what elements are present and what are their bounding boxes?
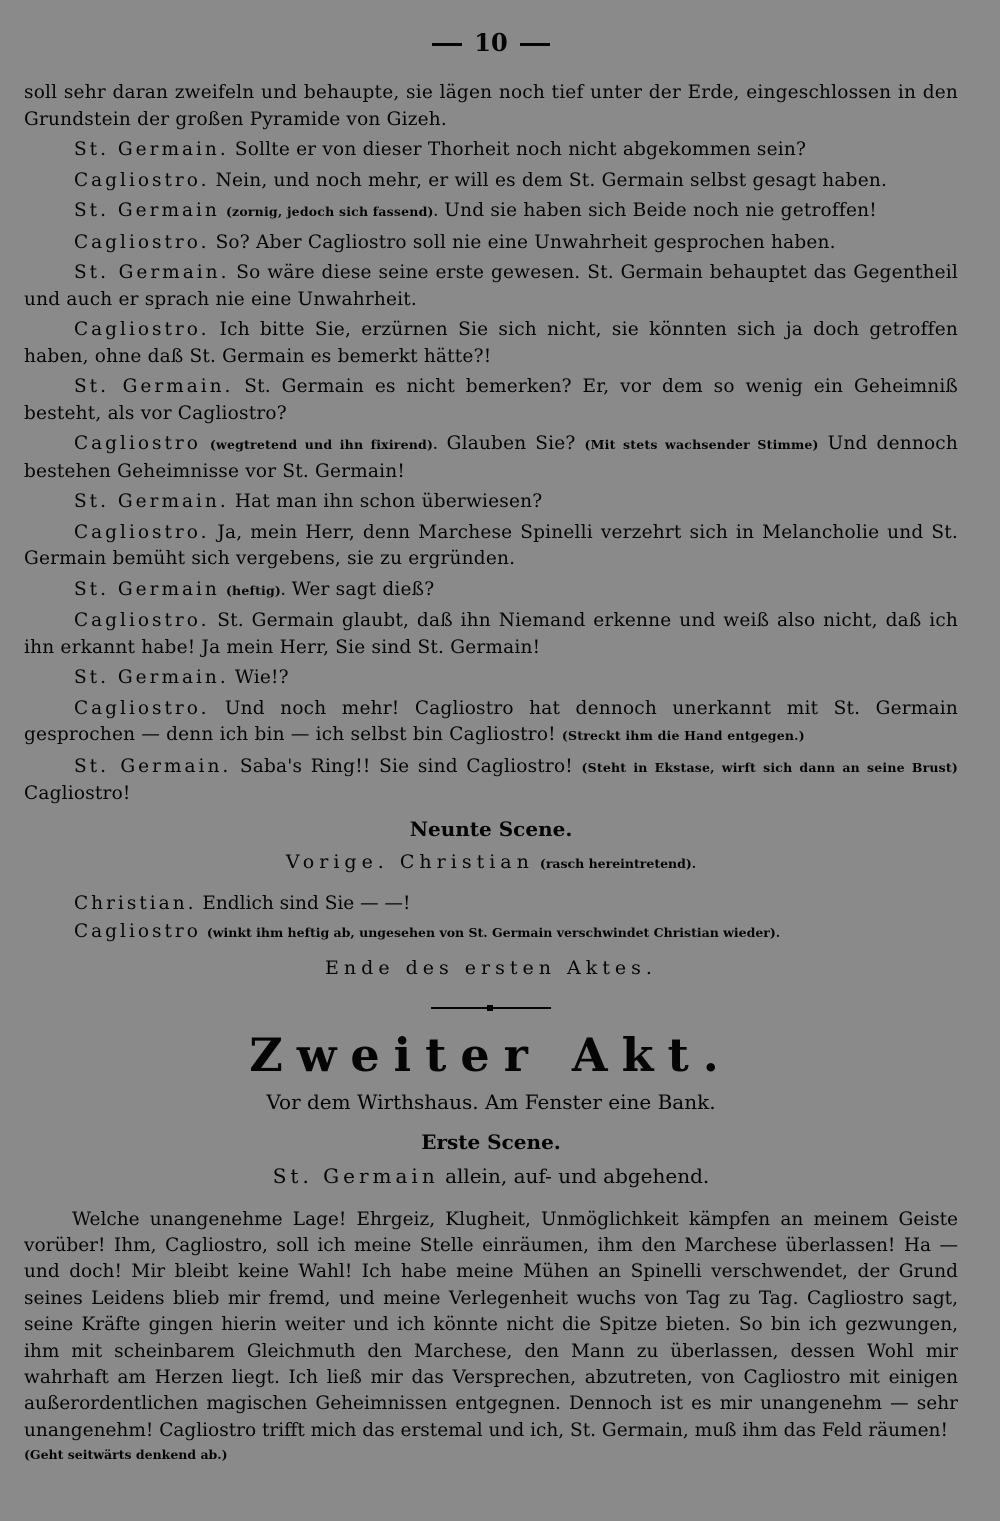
- act-title: Zweiter Akt.: [249, 1027, 733, 1082]
- speaker-name: St. Germain.: [74, 667, 229, 688]
- speech-st-germain-2: [24, 198, 958, 226]
- speech-text: Und dennoch bestehen Geheimnisse vor St. Germain!: [24, 433, 958, 482]
- speech-st-germain-8: [24, 754, 958, 808]
- speaker-name: St. Germain.: [74, 491, 229, 512]
- act-setting: Vor dem Wirthshaus. Am Fenster eine Bank.: [266, 1089, 716, 1114]
- speech-text: So? Aber Cagliostro soll nie eine Unwahrheit gesprochen haben.: [215, 231, 836, 253]
- exit-stage-direction: (Geht seitwärts denkend ab.): [24, 1447, 228, 1463]
- speech-text: Cagliostro!: [24, 783, 131, 804]
- speech-st-germain-3: [24, 260, 958, 313]
- stage-direction: (winkt ihm heftig ab, ungesehen von St. Germain verschwindet Christian wieder).: [206, 924, 781, 940]
- page-number: 10: [24, 26, 958, 60]
- speaker-name: Cagliostro: [74, 433, 201, 454]
- scene-heading-neunte: Neunte Scene.: [409, 816, 573, 841]
- speech-text: Sollte er von dieser Thorheit noch nicht abgekommen sein?: [234, 139, 807, 160]
- speaker-name: St. Germain.: [74, 376, 234, 397]
- speech-christian: [74, 890, 958, 918]
- actors-names: Vorige. Christian: [285, 850, 534, 873]
- speaker-name: St. Germain.: [74, 755, 232, 777]
- speech-text: Und sie haben sich Beide noch nie getroffen!: [444, 200, 877, 221]
- speech-st-germain-1: [24, 137, 958, 164]
- speech-text: Hat man ihn schon überwiesen?: [234, 491, 543, 512]
- book-page: [24, 26, 958, 1466]
- monologue-paragraph: Welche unangenehme Lage! Ehrgeiz, Klugheit, Unmöglichkeit kämpfen an meinem Geiste vorüber! Ihm, Cagliostro, soll ich meine Stelle einräumen, ihm den Marchese überlassen! Ha — und doch! Mir bleibt keine Wahl! Ich habe meine Mühen an Spinelli verschwendet, der Grund seines Leidens blieb mir fremd, und meine Verlegenheit wuchs von Tag zu Tag. Cagliostro sagt, seine Kräfte gingen hierin weiter und ich könnte nicht die Spitze bieten. So bin ich gezwungen, ihm mit scheinbarem Gleichmuth den Marchese, den Mann zu überlassen, dessen Wohl mir wahrhaft am Herzen liegt. Ich ließ mir das Versprechen, abzutreten, von Cagliostro mit einigen außerordentlichen magischen Geheimnissen entgegnen. Dennoch ist es mir unangenehm — sehr unangenehm! Cagliostro trifft mich das erstemal und ich, St. Germain, muß ihm das Feld räumen!: [24, 1208, 958, 1441]
- divider-dot: [487, 1005, 493, 1011]
- stage-direction: (rasch hereintretend).: [539, 855, 697, 871]
- speech-cagliostro-4: [24, 431, 958, 485]
- speech-text: Ja, mein Herr, denn Marchese Spinelli verzehrt sich in Melancholie und St. Germain bemüht sich vergebens, sie zu ergründen.: [24, 521, 958, 569]
- stage-direction: (Steht in Ekstase, wirft sich dann an seine Brust): [581, 759, 958, 775]
- speaker-name: St. Germain: [74, 200, 220, 221]
- speech-cagliostro-6: [24, 608, 958, 661]
- speaker-name: St. Germain.: [74, 139, 229, 160]
- end-of-act-line: Ende des ersten Aktes.: [325, 956, 657, 979]
- speech-st-germain-5: [24, 489, 958, 516]
- speech-text: Nein, und noch mehr, er will es dem St. Germain selbst gesagt haben.: [215, 169, 888, 191]
- speech-text: Wie!?: [234, 667, 289, 688]
- speech-st-germain-6: [24, 577, 958, 605]
- stage-direction: (zornig, jedoch sich fassend).: [225, 204, 439, 219]
- speech-text: Saba's Ring!! Sie sind Cagliostro!: [239, 755, 573, 777]
- speech-text: Und noch mehr! Cagliostro hat dennoch unerkannt mit St. Germain gesprochen — denn ich bin — ich selbst bin Cagliostro!: [24, 697, 958, 745]
- scene-direction: allein, auf- und abgehend.: [445, 1163, 710, 1188]
- speaker-name: Cagliostro.: [74, 169, 210, 191]
- continuation-paragraph: soll sehr daran zweifeln und behaupte, sie lägen noch tief unter der Erde, eingeschlossen in den Grundstein der großen Pyramide von Gizeh.: [24, 82, 958, 130]
- speech-cagliostro-8: [74, 918, 958, 947]
- stage-direction: (Mit stets wachsender Stimme): [584, 437, 819, 452]
- speech-cagliostro-1: [24, 168, 958, 195]
- speech-text: So wäre diese seine erste gewesen. St. Germain behauptet das Gegentheil und auch er sprach nie eine Unwahrheit.: [24, 262, 958, 310]
- folio-dash-right: [520, 43, 550, 46]
- stage-direction: (Streckt ihm die Hand entgegen.): [561, 728, 805, 743]
- speech-text: Endlich sind Sie — —!: [202, 892, 411, 914]
- section-divider: [431, 1007, 551, 1009]
- speaker-name: Cagliostro.: [74, 319, 210, 340]
- speaker-name: St. Germain.: [74, 262, 230, 283]
- speaker-name: Cagliostro.: [74, 231, 210, 253]
- speaker-name: Christian.: [74, 892, 197, 914]
- speech-cagliostro-3: [24, 317, 958, 370]
- speaker-name: Cagliostro.: [74, 521, 210, 543]
- speaker-name: Cagliostro: [74, 920, 201, 942]
- speech-cagliostro-5: [24, 520, 958, 573]
- speech-text: St. Germain es nicht bemerken? Er, vor dem so wenig ein Geheimniß besteht, als vor Cagliostro?: [24, 376, 958, 424]
- speech-cagliostro-7: [24, 696, 958, 750]
- folio-dash-left: [432, 43, 462, 46]
- scene-description: [24, 1161, 958, 1191]
- stage-direction: (heftig).: [225, 582, 286, 598]
- speaker-name: Cagliostro.: [74, 610, 210, 631]
- speech-st-germain-7: [24, 665, 958, 692]
- speech-st-germain-4: [24, 374, 958, 427]
- speaker-name: Cagliostro.: [74, 697, 210, 719]
- speaker-name: St. Germain: [272, 1163, 439, 1188]
- speech-text: Ich bitte Sie, erzürnen Sie sich nicht, sie könnten sich ja doch getroffen haben, ohne daß St. Germain es bemerkt hätte?!: [24, 319, 958, 367]
- stage-direction: (wegtretend und ihn fixirend).: [209, 437, 438, 452]
- speech-text: Wer sagt dieß?: [291, 578, 435, 600]
- speech-cagliostro-2: [24, 230, 958, 257]
- scene-actors: [24, 848, 958, 878]
- speech-text: St. Germain glaubt, daß ihn Niemand erkenne und weiß also nicht, daß ich ihn erkannt habe! Ja mein Herr, Sie sind St. Germain!: [24, 610, 958, 658]
- speech-text: Glauben Sie?: [446, 433, 576, 454]
- scene-heading-erste: Erste Scene.: [421, 1129, 561, 1154]
- speaker-name: St. Germain: [74, 578, 220, 600]
